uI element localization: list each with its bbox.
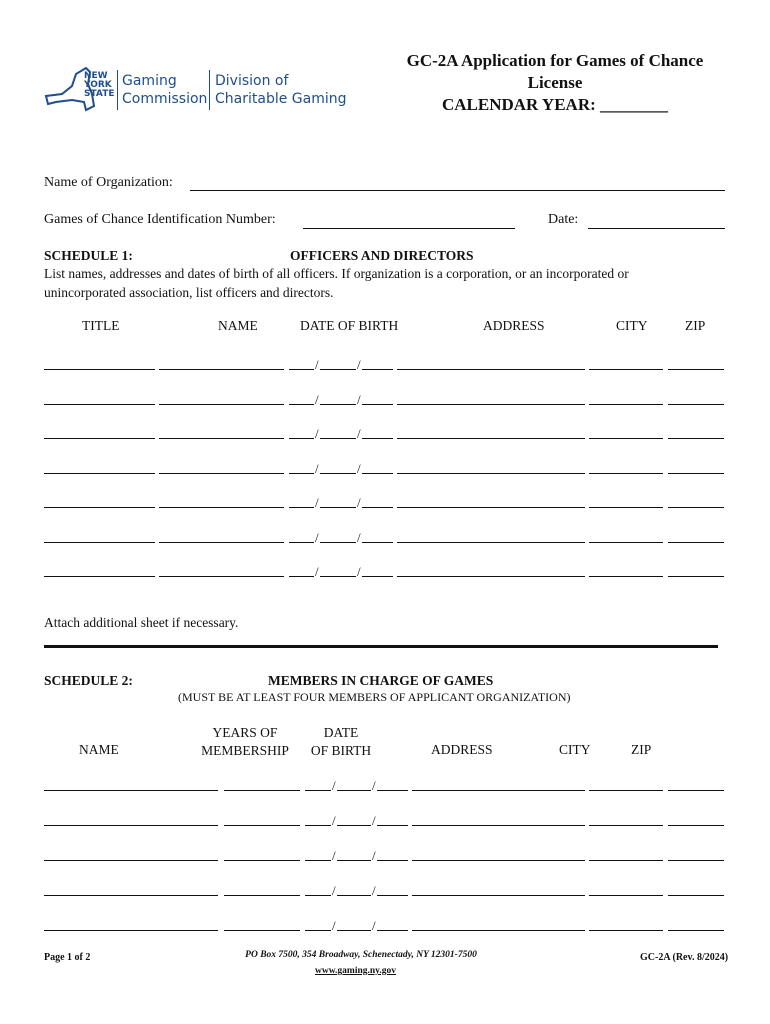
col2-dob: DATE OF BIRTH: [310, 725, 372, 758]
col-dob: DATE OF BIRTH: [300, 318, 399, 333]
form-id: GC-2A (Rev. 8/2024): [640, 952, 729, 963]
dob-day-field[interactable]: [320, 576, 356, 577]
title-field[interactable]: [44, 404, 155, 405]
address-field[interactable]: [397, 473, 585, 474]
col-city: CITY: [616, 318, 648, 333]
date-separator: /: [315, 460, 319, 476]
date-separator: /: [332, 813, 336, 828]
schedule1-heading: OFFICERS AND DIRECTORS: [290, 248, 474, 263]
zip-field[interactable]: [668, 895, 724, 896]
date-field[interactable]: [588, 228, 725, 229]
form-title: GC-2A Application for Games of Chance License CALENDAR YEAR: ________: [406, 51, 704, 114]
dob-day-field[interactable]: [337, 860, 371, 861]
dob-day-field[interactable]: [320, 438, 356, 439]
schedule2-label: SCHEDULE 2:: [44, 673, 133, 688]
schedule2-heading: MEMBERS IN CHARGE OF GAMES: [268, 673, 494, 688]
dob-month-field[interactable]: [289, 404, 314, 405]
date-separator: /: [315, 529, 319, 545]
date-label: Date:: [548, 212, 579, 227]
years-membership-field[interactable]: [224, 860, 300, 861]
col2-zip: ZIP: [631, 742, 652, 757]
dob-year-field[interactable]: [377, 825, 408, 826]
city-field[interactable]: [589, 895, 663, 896]
dob-month-field[interactable]: [305, 930, 331, 931]
city-field[interactable]: [589, 473, 663, 474]
name-field[interactable]: [159, 369, 284, 370]
date-separator: /: [357, 357, 361, 372]
date-separator: /: [357, 564, 361, 579]
dob-year-field[interactable]: [362, 404, 393, 405]
address-field[interactable]: [397, 369, 585, 370]
address-field[interactable]: [412, 860, 585, 861]
city-field[interactable]: [589, 404, 663, 405]
city-field[interactable]: [589, 825, 663, 826]
date-separator: /: [315, 495, 319, 510]
city-field[interactable]: [589, 576, 663, 577]
zip-field[interactable]: [668, 825, 724, 826]
col-zip: ZIP: [685, 318, 706, 333]
date-separator: /: [372, 918, 376, 933]
dob-year-field[interactable]: [377, 930, 408, 931]
dob-month-field[interactable]: [305, 790, 331, 791]
zip-field[interactable]: [668, 473, 724, 474]
dob-month-field[interactable]: [289, 576, 314, 577]
city-field[interactable]: [589, 860, 663, 861]
zip-field[interactable]: [668, 790, 724, 791]
footer-address: PO Box 7500, 354 Broadway, Schenectady, NY 12301-7500: [245, 950, 477, 960]
zip-field[interactable]: [668, 404, 724, 405]
org-name-label: Name of Organization:: [44, 175, 173, 190]
date-separator: /: [332, 918, 336, 933]
name-field[interactable]: [159, 576, 284, 577]
name-field[interactable]: [159, 404, 284, 405]
dob-year-field[interactable]: [377, 860, 408, 861]
dob-year-field[interactable]: [362, 438, 393, 439]
years-membership-field[interactable]: [224, 790, 300, 791]
schedule2-subheading: (MUST BE AT LEAST FOUR MEMBERS OF APPLICANT ORGANIZATION): [178, 690, 571, 704]
date-separator: /: [357, 529, 361, 545]
member-name-field[interactable]: [44, 860, 218, 861]
logo-divider: [117, 70, 118, 110]
nys-gaming-logo: [42, 66, 347, 114]
member-name-field[interactable]: [44, 790, 218, 791]
dob-year-field[interactable]: [362, 576, 393, 577]
date-separator: /: [357, 391, 361, 407]
dob-day-field[interactable]: [320, 542, 356, 543]
name-field[interactable]: [159, 438, 284, 439]
city-field[interactable]: [589, 790, 663, 791]
schedule1-label: SCHEDULE 1:: [44, 248, 133, 263]
logo-commission-text: Gaming Commission: [122, 73, 208, 107]
dob-day-field[interactable]: [337, 825, 371, 826]
zip-field[interactable]: [668, 542, 724, 543]
date-separator: /: [332, 883, 336, 898]
name-field[interactable]: [159, 507, 284, 508]
address-field[interactable]: [412, 790, 585, 791]
dob-year-field[interactable]: [362, 507, 393, 508]
address-field[interactable]: [412, 825, 585, 826]
dob-month-field[interactable]: [305, 895, 331, 896]
city-field[interactable]: [589, 542, 663, 543]
date-separator: /: [332, 848, 336, 863]
col-name: NAME: [218, 318, 258, 333]
schedule1-instructions: List names, addresses and dates of birth of all officers. If organization is a corporation, or an incorporated or unincorporated association, list officers and directors.: [44, 266, 629, 300]
title-field[interactable]: [44, 576, 155, 577]
address-field[interactable]: [397, 404, 585, 405]
date-separator: /: [332, 778, 336, 793]
section-divider: [44, 645, 718, 648]
col2-years: YEARS OF MEMBERSHIP: [201, 725, 289, 758]
city-field[interactable]: [589, 369, 663, 370]
address-field[interactable]: [397, 507, 585, 508]
date-separator: /: [372, 778, 376, 793]
zip-field[interactable]: [668, 507, 724, 508]
logo-division-text: Division of Charitable Gaming: [215, 73, 347, 107]
date-separator: /: [315, 426, 319, 441]
logo-divider-2: [209, 70, 210, 110]
id-number-field[interactable]: [303, 228, 515, 229]
name-field[interactable]: [159, 473, 284, 474]
zip-field[interactable]: [668, 576, 724, 577]
col-address: ADDRESS: [483, 318, 545, 333]
date-separator: /: [315, 564, 319, 579]
dob-month-field[interactable]: [289, 507, 314, 508]
dob-year-field[interactable]: [362, 542, 393, 543]
id-number-label: Games of Chance Identification Number:: [44, 212, 276, 227]
address-field[interactable]: [412, 895, 585, 896]
org-name-field[interactable]: [190, 190, 725, 191]
address-field[interactable]: [397, 542, 585, 543]
col2-address: ADDRESS: [431, 742, 493, 757]
dob-year-field[interactable]: [362, 473, 393, 474]
date-separator: /: [357, 460, 361, 476]
date-separator: /: [357, 426, 361, 441]
city-field[interactable]: [589, 507, 663, 508]
dob-month-field[interactable]: [289, 438, 314, 439]
name-field[interactable]: [159, 542, 284, 543]
col-title: TITLE: [82, 318, 120, 333]
city-field[interactable]: [589, 438, 663, 439]
zip-field[interactable]: [668, 438, 724, 439]
member-name-field[interactable]: [44, 825, 218, 826]
dob-day-field[interactable]: [320, 473, 356, 474]
years-membership-field[interactable]: [224, 930, 300, 931]
dob-year-field[interactable]: [377, 790, 408, 791]
title-field[interactable]: [44, 507, 155, 508]
zip-field[interactable]: [668, 930, 724, 931]
date-separator: /: [372, 813, 376, 828]
member-name-field[interactable]: [44, 895, 218, 896]
dob-day-field[interactable]: [337, 895, 371, 896]
years-membership-field[interactable]: [224, 825, 300, 826]
website-link[interactable]: www.gaming.ny.gov: [315, 966, 397, 976]
dob-day-field[interactable]: [320, 369, 356, 370]
dob-day-field[interactable]: [320, 404, 356, 405]
member-name-field[interactable]: [44, 930, 218, 931]
dob-year-field[interactable]: [377, 895, 408, 896]
page-number: Page 1 of 2: [44, 952, 91, 963]
zip-field[interactable]: [668, 860, 724, 861]
date-separator: /: [357, 495, 361, 510]
dob-year-field[interactable]: [362, 369, 393, 370]
address-field[interactable]: [397, 438, 585, 439]
dob-month-field[interactable]: [289, 542, 314, 543]
dob-day-field[interactable]: [337, 930, 371, 931]
years-membership-field[interactable]: [224, 895, 300, 896]
address-field[interactable]: [412, 930, 585, 931]
dob-month-field[interactable]: [305, 825, 331, 826]
date-separator: /: [315, 357, 319, 372]
col2-name: NAME: [79, 742, 119, 757]
title-field[interactable]: [44, 542, 155, 543]
logo-state-text: NEW YORK STATE: [84, 71, 115, 99]
zip-field[interactable]: [668, 369, 724, 370]
dob-month-field[interactable]: [305, 860, 331, 861]
dob-day-field[interactable]: [337, 790, 371, 791]
title-field[interactable]: [44, 473, 155, 474]
date-separator: /: [315, 391, 319, 407]
dob-month-field[interactable]: [289, 473, 314, 474]
attach-note: Attach additional sheet if necessary.: [44, 615, 239, 630]
date-separator: /: [372, 883, 376, 898]
dob-day-field[interactable]: [320, 507, 356, 508]
dob-month-field[interactable]: [289, 369, 314, 370]
col2-city: CITY: [559, 742, 591, 757]
address-field[interactable]: [397, 576, 585, 577]
title-field[interactable]: [44, 438, 155, 439]
date-separator: /: [372, 848, 376, 863]
city-field[interactable]: [589, 930, 663, 931]
title-field[interactable]: [44, 369, 155, 370]
